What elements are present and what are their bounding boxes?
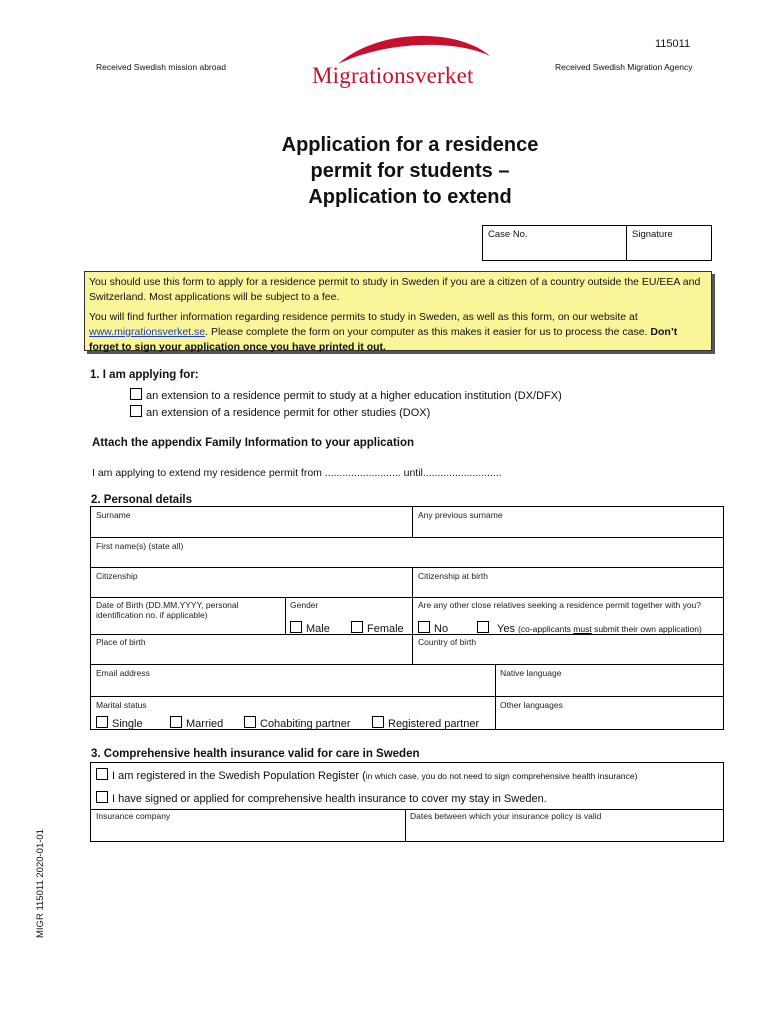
relatives-no-checkbox[interactable] [418,621,430,633]
insurance-dates-field[interactable]: Dates between which your insurance policy is valid [410,811,602,821]
option-other-studies [130,405,430,419]
title-line-1: Application for a residence [281,134,539,156]
option-label: an extension to a residence permit to study at a higher education institution (DX/DFX) [146,390,562,402]
gender-label: Gender [290,600,319,610]
yes-note-text: (co-applicants [518,624,574,634]
case-no-field[interactable] [483,226,627,260]
signature-label: Signature [632,229,673,240]
attach-note: Attach the appendix Family Information to your application [92,437,415,449]
gender-male-option [290,621,330,635]
yes-note-text-2: submit their own application) [591,624,702,634]
form-number: 115011 [655,38,691,50]
population-register-note: in which case, you do not need to sign comprehensive health insurance) [365,771,638,781]
gender-female-option [351,621,404,635]
single-checkbox[interactable] [96,716,108,728]
info-paragraph-1: You should use this form to apply for a residence permit to study in Sweden if you are a citizen of a country outside the EU/EEA and Switzerland. Most applications will be subject to a fee. [89,276,701,303]
signature-field[interactable] [627,226,711,260]
registered-label: Registered partner [388,718,480,730]
surname-field[interactable]: Surname [96,510,131,520]
relatives-yes-checkbox[interactable] [477,621,489,633]
male-checkbox[interactable] [290,621,302,633]
female-label: Female [367,623,404,635]
population-register-checkbox[interactable] [96,768,108,780]
marital-married-option [170,716,223,730]
relatives-yes-option [477,621,702,635]
first-names-field[interactable]: First name(s) (state all) [96,541,184,551]
health-insurance-label: I have signed or applied for comprehensive health insurance to cover my stay in Sweden. [112,793,547,805]
citizenship-birth-field[interactable]: Citizenship at birth [418,571,488,581]
relatives-no-option [418,621,448,635]
no-label: No [434,623,449,635]
case-signature-box [482,225,712,261]
registered-checkbox[interactable] [372,716,384,728]
single-label: Single [112,718,143,730]
relatives-question: Are any other close relatives seeking a residence permit together with you? [418,600,702,610]
population-register-option [96,768,637,782]
health-insurance-option [96,791,547,805]
title-line-2: permit for students – [310,160,510,182]
form-version-code: MIGR 115011 2020-01-01 [35,829,46,938]
place-of-birth-field[interactable]: Place of birth [96,637,146,647]
section-3-title: 3. Comprehensive health insurance valid for care in Sweden [91,748,420,760]
yes-note-must: must [573,624,592,634]
cohabiting-label: Cohabiting partner [260,718,351,730]
country-of-birth-field[interactable]: Country of birth [418,637,477,647]
marital-single-option [96,716,143,730]
previous-surname-field[interactable]: Any previous surname [418,510,503,520]
page-title [200,132,620,210]
date-of-birth-field[interactable]: Date of Birth (DD.MM.YYYY, personal identification no. if applicable) [96,600,239,620]
other-languages-field[interactable]: Other languages [500,700,563,710]
section-2-title: 2. Personal details [91,494,192,506]
insurance-company-field[interactable]: Insurance company [96,811,171,821]
cohabiting-checkbox[interactable] [244,716,256,728]
section-1-title: 1. I am applying for: [90,369,199,381]
higher-education-checkbox[interactable] [130,388,142,400]
marital-cohabiting-option [244,716,351,730]
other-studies-checkbox[interactable] [130,405,142,417]
married-checkbox[interactable] [170,716,182,728]
email-field[interactable]: Email address [96,668,150,678]
yes-label: Yes [497,623,515,635]
health-insurance-checkbox[interactable] [96,791,108,803]
native-language-field[interactable]: Native language [500,668,562,678]
case-no-label: Case No. [488,229,528,240]
married-label: Married [186,718,224,730]
option-label: an extension of a residence permit for other studies (DOX) [146,407,431,419]
info-text: You will find further information regarding residence permits to study in Sweden, as well as this form, on our website at [89,311,638,323]
female-checkbox[interactable] [351,621,363,633]
extend-period-line[interactable]: I am applying to extend my residence permit from .......................... until........................... [92,467,502,479]
marital-registered-option [372,716,479,730]
population-register-label: I am registered in the Swedish Population Register ( [112,770,366,782]
male-label: Male [306,623,330,635]
marital-status-label: Marital status [96,700,147,710]
logo-text: Migrationsverket [312,63,474,88]
info-paragraph-2 [89,310,707,355]
sign-reminder: Don’t forget to sign your application once you have printed it out. [89,326,678,353]
received-agency-label: Received Swedish Migration Agency [555,62,693,72]
title-line-3: Application to extend [308,186,512,208]
received-mission-label: Received Swedish mission abroad [96,62,226,72]
website-link[interactable]: www.migrationsverket.se [89,326,206,338]
citizenship-field[interactable]: Citizenship [96,571,138,581]
info-text-2: . Please complete the form on your computer as this makes it easier for us to process the case. [205,326,651,338]
option-higher-education [130,388,562,402]
info-box [84,271,712,351]
yes-note [518,624,702,634]
